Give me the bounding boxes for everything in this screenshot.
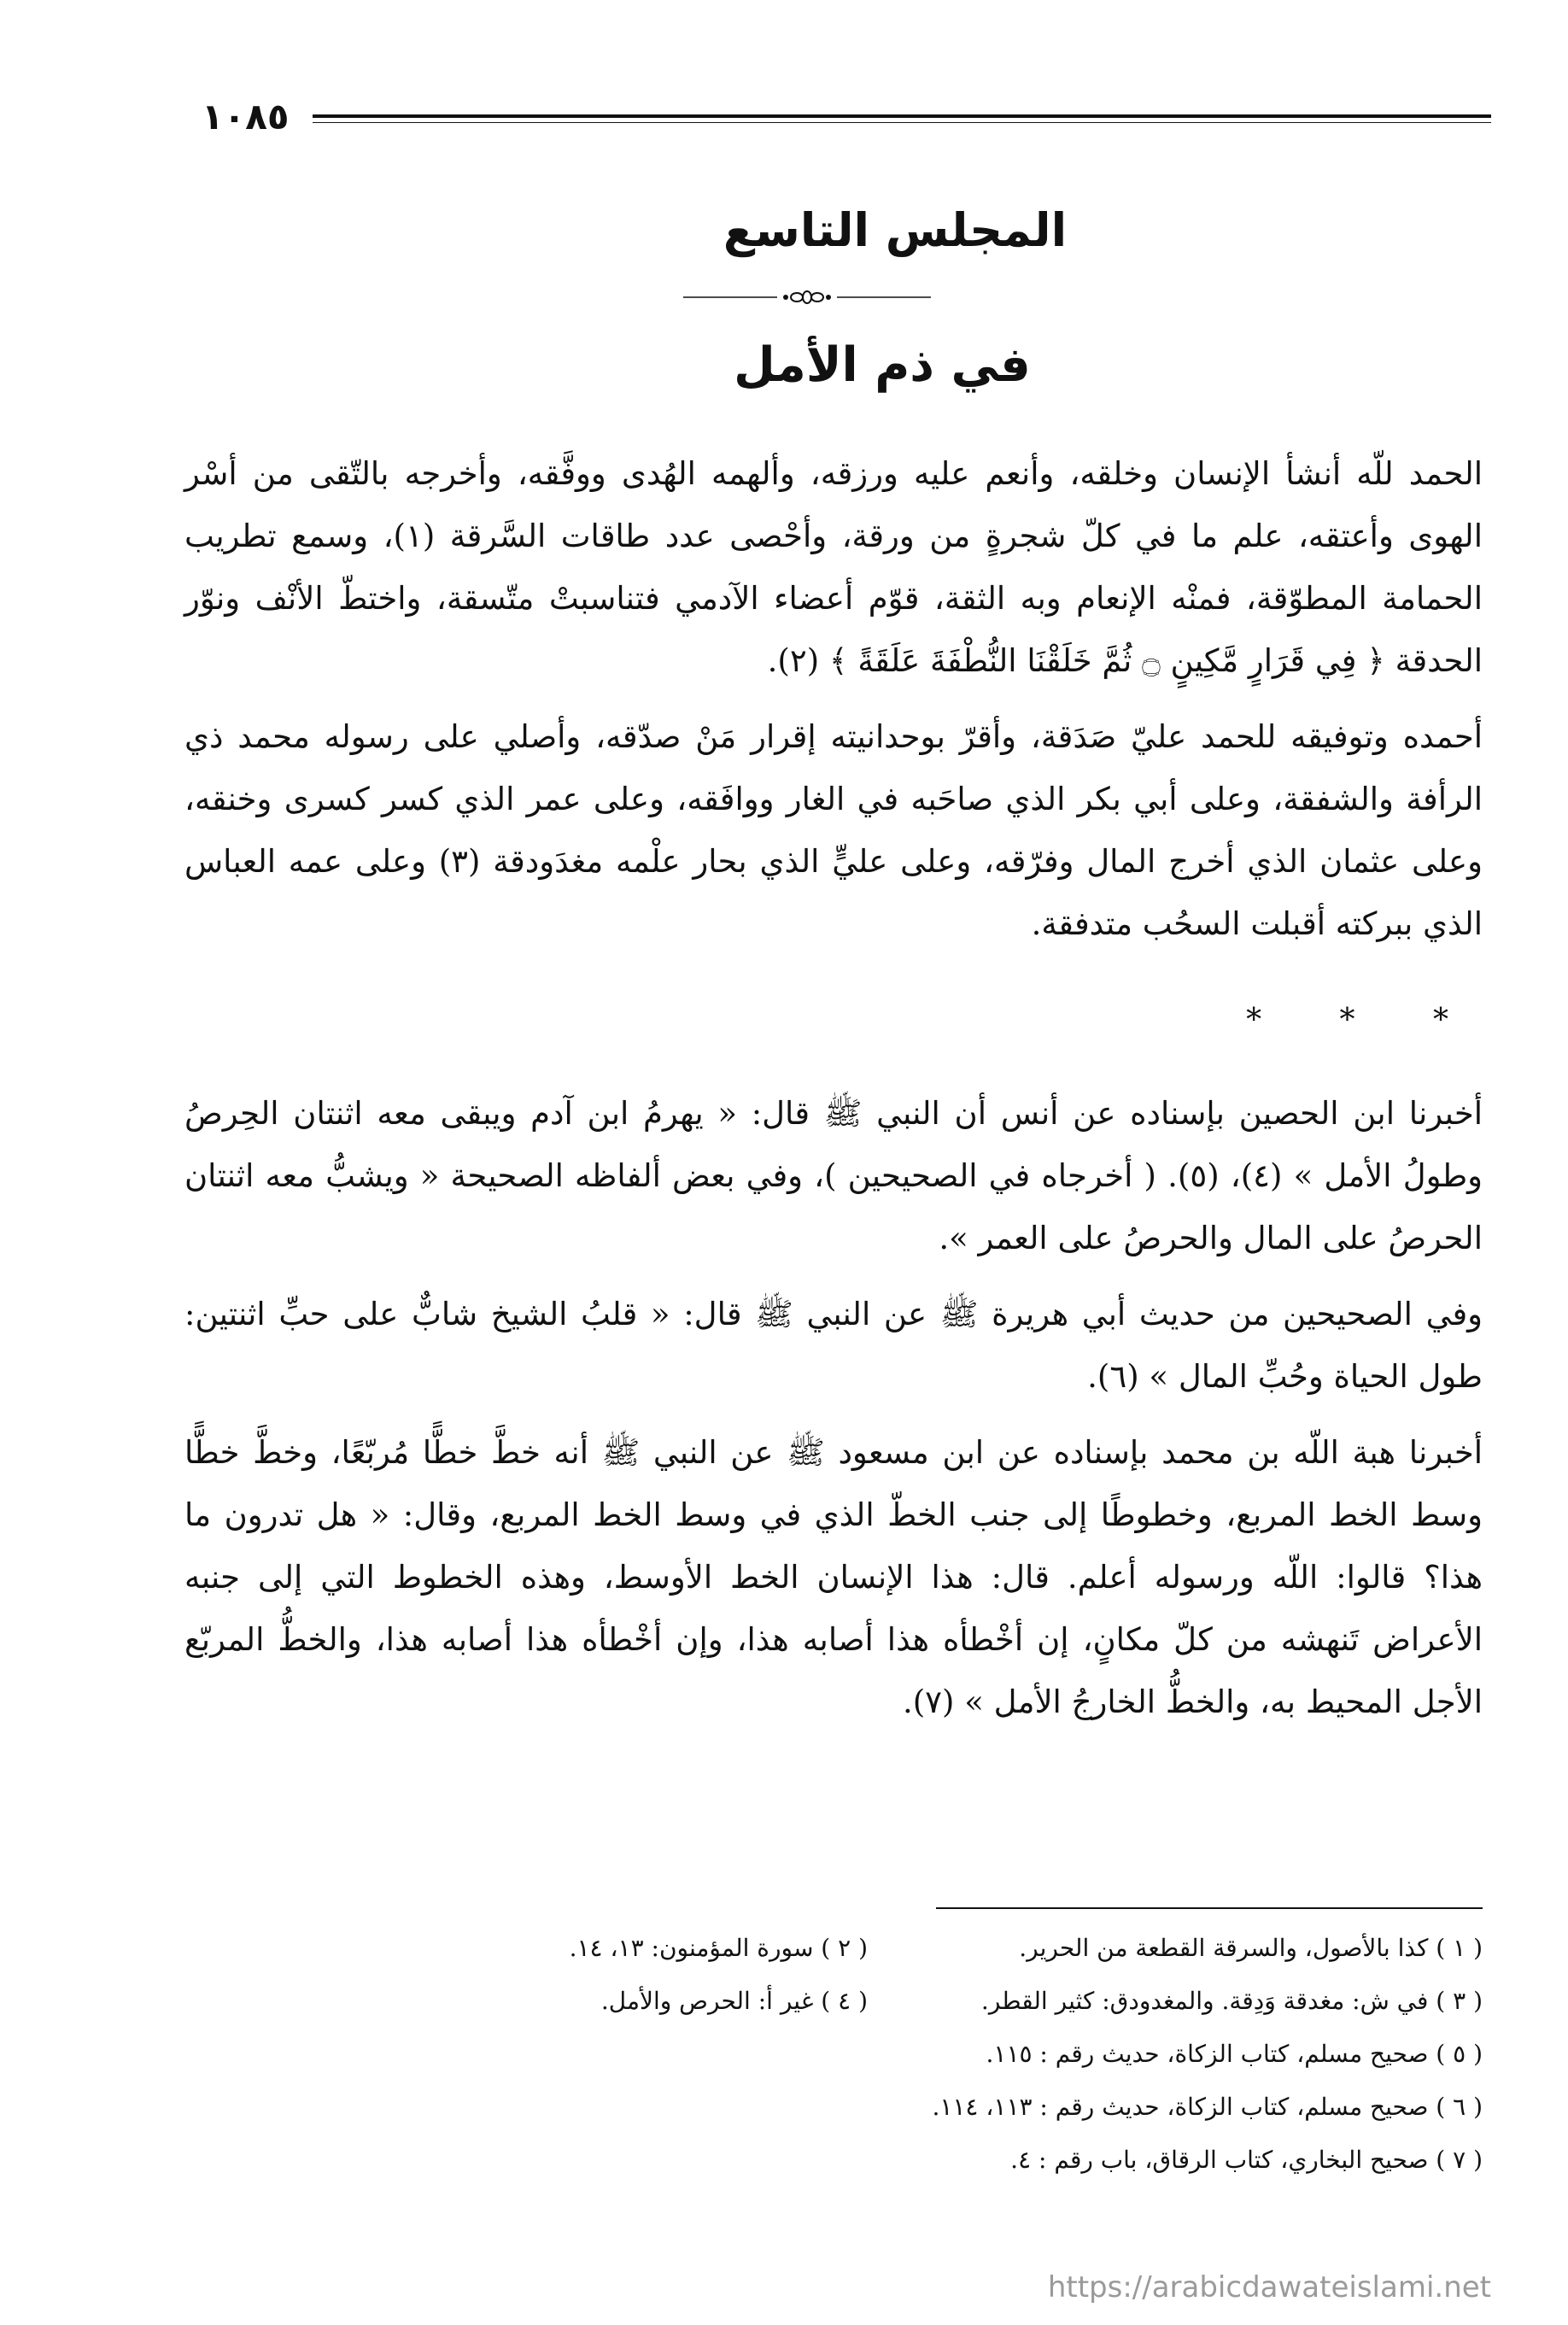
paragraph: أحمده وتوفيقه للحمد عليّ صَدَقة، وأقرّ بوحدانيته إقرار مَنْ صدّقه، وأصلي على رسوله محمد ذي الرأفة والشفقة، وعلى أبي بكر الذي صاحَبه في الغار ووافَقه، وعلى عمر الذي كسر كسرى وخنقه، وعلى عثمان الذي أخرج المال وفرّقه، وعلى عليٍّ الذي بحار علْمه مغدَودقة (٣) وعلى عمه العباس الذي ببركته أقبلت السحُب متدفقة.	[184, 718, 1483, 942]
page-header	[202, 96, 1491, 138]
footnote: ( ٥ ) صحيح مسلم، كتاب الزكاة، حديث رقم : ١١٥.	[986, 2040, 1483, 2068]
chapter-title: المجلس التاسع	[723, 203, 1068, 257]
body-text	[184, 442, 1483, 1747]
footnote: ( ٤ ) غير أ: الحرص والأمل.	[600, 1987, 868, 2015]
footnote-row	[184, 1975, 1483, 2028]
ornament-divider-icon	[683, 287, 931, 307]
footnotes	[184, 1922, 1483, 2187]
footnote: ( ٦ ) صحيح مسلم، كتاب الزكاة، حديث رقم : ١١٣، ١١٤.	[932, 2093, 1483, 2121]
footnote-row	[184, 1922, 1483, 1975]
footnote: ( ٣ ) في ش: مغدقة وَدِقة. والمغدودق: كثير القطر.	[980, 1987, 1483, 2015]
paragraph: أخبرنا ابن الحصين بإسناده عن أنس أن النبي ﷺ قال: « يهرمُ ابن آدم ويبقى معه اثنتان الحِرصُ وطولُ الأمل » (٤)، (٥). ( أخرجاه في الصحيحين )، وفي بعض ألفاظه الصحيحة « ويشبُّ معه اثنتان الحرصُ على المال والحرصُ على العمر ».	[184, 1095, 1483, 1256]
footnote-rule	[936, 1907, 1483, 1909]
watermark-url: https://arabicdawateislami.net	[1047, 2270, 1491, 2305]
footnote: ( ٢ ) سورة المؤمنون: ١٣، ١٤.	[569, 1934, 868, 1962]
header-rule	[313, 114, 1491, 118]
paragraph: وفي الصحيحين من حديث أبي هريرة ﷺ عن النبي ﷺ قال: « قلبُ الشيخ شابٌّ على حبِّ اثنتين: طول الحياة وحُبِّ المال » (٦).	[184, 1296, 1483, 1395]
paragraph: أخبرنا هبة اللّه بن محمد بإسناده عن ابن مسعود ﷺ عن النبي ﷺ أنه خطَّ خطًّا مُربّعًا، وخطَّ خطًّا وسط الخط المربع، وخطوطًا إلى جنب الخطّ الذي في وسط الخط المربع، وقال: « هل تدرون ما هذا؟ قالوا: اللّه ورسوله أعلم. قال: هذا الإنسان الخط الأوسط، وهذه الخطوط التي إلى جنبه الأعراض تَنهشه من كلّ مكانٍ، إن أخْطأه هذا أصابه هذا، وإن أخْطأه هذا أصابه هذا، والخطُّ المربّع الأجل المحيط به، والخطُّ الخارجُ الأمل » (٧).	[184, 1434, 1483, 1720]
footnote: ( ١ ) كذا بالأصول، والسرقة القطعة من الحرير.	[1019, 1934, 1483, 1962]
chapter-subtitle: في ذم الأمل	[734, 337, 1031, 393]
paragraph: الحمد للّه أنشأ الإنسان وخلقه، وأنعم عليه ورزقه، وألهمه الهُدى ووفَّقه، وأخرجه بالتّقى من أسْر الهوى وأعتقه، علم ما في كلّ شجرةٍ من ورقة، وأحْصى عدد طاقات السَّرقة (١)، وسمع تطريب الحمامة المطوّقة، فمنْه الإنعام وبه الثقة، قوّم أعضاء الآدمي فتناسبتْ متّسقة، واختطّ الأنْف ونوّر الحدقة ﴿ فِي قَرَارٍ مَّكِينٍ ۝ ثُمَّ خَلَقْنَا النُّطْفَةَ عَلَقَةً ﴾ (٢).	[184, 455, 1483, 679]
page-number: ١٠٨٥	[202, 96, 290, 138]
section-separator: * * *	[1246, 1003, 1483, 1038]
footnote: ( ٧ ) صحيح البخاري، كتاب الرقاق، باب رقم : ٤.	[1010, 2146, 1483, 2174]
